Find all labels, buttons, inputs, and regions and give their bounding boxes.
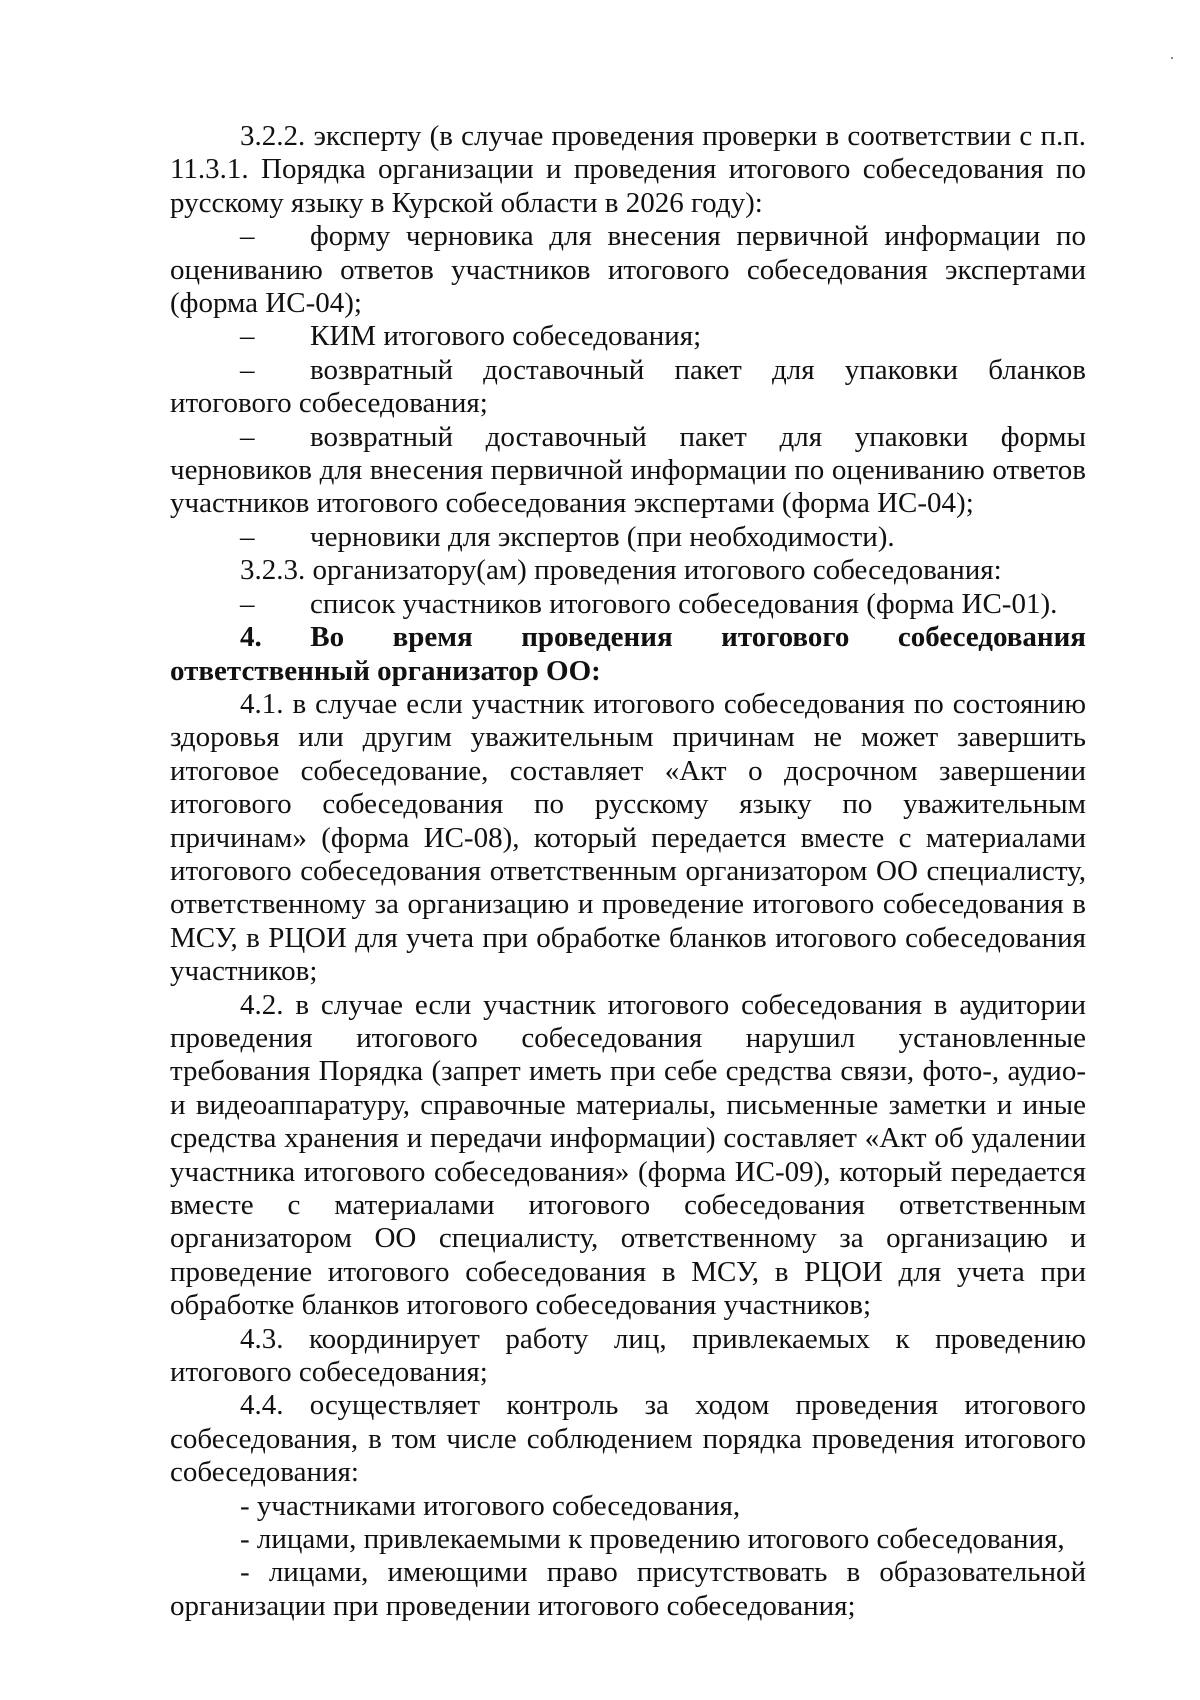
dash-marker: – <box>240 520 255 553</box>
paragraph-3-2-2: 3.2.2. эксперту (в случае проведения проверки в соответствии с п.п. 11.3.1. Порядка организации и проведения итогового собеседования по русскому языку в Курской области в 2026 году): <box>170 120 1086 219</box>
list-item: - лицами, привлекаемыми к проведению итогового собеседования, <box>240 1523 1065 1556</box>
list-item: - участниками итогового собеседования, <box>240 1489 741 1522</box>
list-item <box>170 588 1086 621</box>
list-item-text: список участников итогового собеседования (форма ИС-01). <box>310 587 1058 620</box>
list-item <box>170 320 1086 353</box>
document-body <box>170 120 1086 1623</box>
list-item-text: КИМ итогового собеседования; <box>310 320 702 353</box>
section-heading-4: 4. Во время проведения итогового собеседования ответственный организатор ОО: <box>170 621 1086 687</box>
paragraph-3-2-3: 3.2.3. организатору(ам) проведения итогового собеседования: <box>240 554 1002 587</box>
list-item: - лицами, имеющими право присутствовать в образовательной организации при проведении итогового собеседования; <box>170 1556 1086 1622</box>
list-item-text: черновики для экспертов (при необходимости). <box>310 520 895 553</box>
list-item-text: возвратный доставочный пакет для упаковки бланков итогового собеседования; <box>170 353 1086 420</box>
list-item <box>170 421 1086 521</box>
dash-marker: – <box>240 220 255 253</box>
paragraph-4-2: 4.2. в случае если участник итогового собеседования в аудитории проведения итогового собеседования нарушил установленные требования Порядка (запрет иметь при себе средства связи, фото-, аудио- и видеоаппаратуру, справочные материалы, письменные заметки и иные средства хранения и передачи информации) составляет «Акт об удалении участника итогового собеседования» (форма ИС-09), который передается вместе с материалами итогового собеседования ответственным организатором ОО специалисту, ответственному за организацию и проведение итогового собеседования в МСУ, в РЦОИ для учета при обработке бланков итогового собеседования участников; <box>170 988 1086 1322</box>
list-item <box>170 220 1086 320</box>
list-item-text: возвратный доставочный пакет для упаковки формы черновиков для внесения первичной информации по оцениванию ответов участников итогового собеседования экспертами (форма ИС-04); <box>170 420 1086 520</box>
list-item <box>170 354 1086 421</box>
list-item <box>170 521 1086 554</box>
dash-marker: – <box>240 420 255 453</box>
paragraph-4-1: 4.1. в случае если участник итогового собеседования по состоянию здоровья или другим уважительным причинам не может завершить итоговое собеседование, составляет «Акт о досрочном завершении итогового собеседования по русскому языку по уважительным причинам» (форма ИС-08), который передается вместе с материалами итогового собеседования ответственным организатором ОО специалисту, ответственному за организацию и проведение итогового собеседования в МСУ, в РЦОИ для учета при обработке бланков итогового собеседования участников; <box>170 687 1086 988</box>
paragraph-4-4: 4.4. осуществляет контроль за ходом проведения итогового собеседования, в том числе соблюдением порядка проведения итогового собеседования: <box>170 1389 1086 1489</box>
scan-speck <box>1171 57 1173 59</box>
paragraph-4-3: 4.3. координирует работу лиц, привлекаемых к проведению итогового собеседования; <box>170 1322 1086 1389</box>
dash-marker: – <box>240 320 255 353</box>
list-item-text: форму черновика для внесения первичной информации по оцениванию ответов участников итогового собеседования экспертами (форма ИС-04); <box>170 220 1086 320</box>
dash-marker: – <box>240 353 255 386</box>
dash-marker: – <box>240 587 255 620</box>
